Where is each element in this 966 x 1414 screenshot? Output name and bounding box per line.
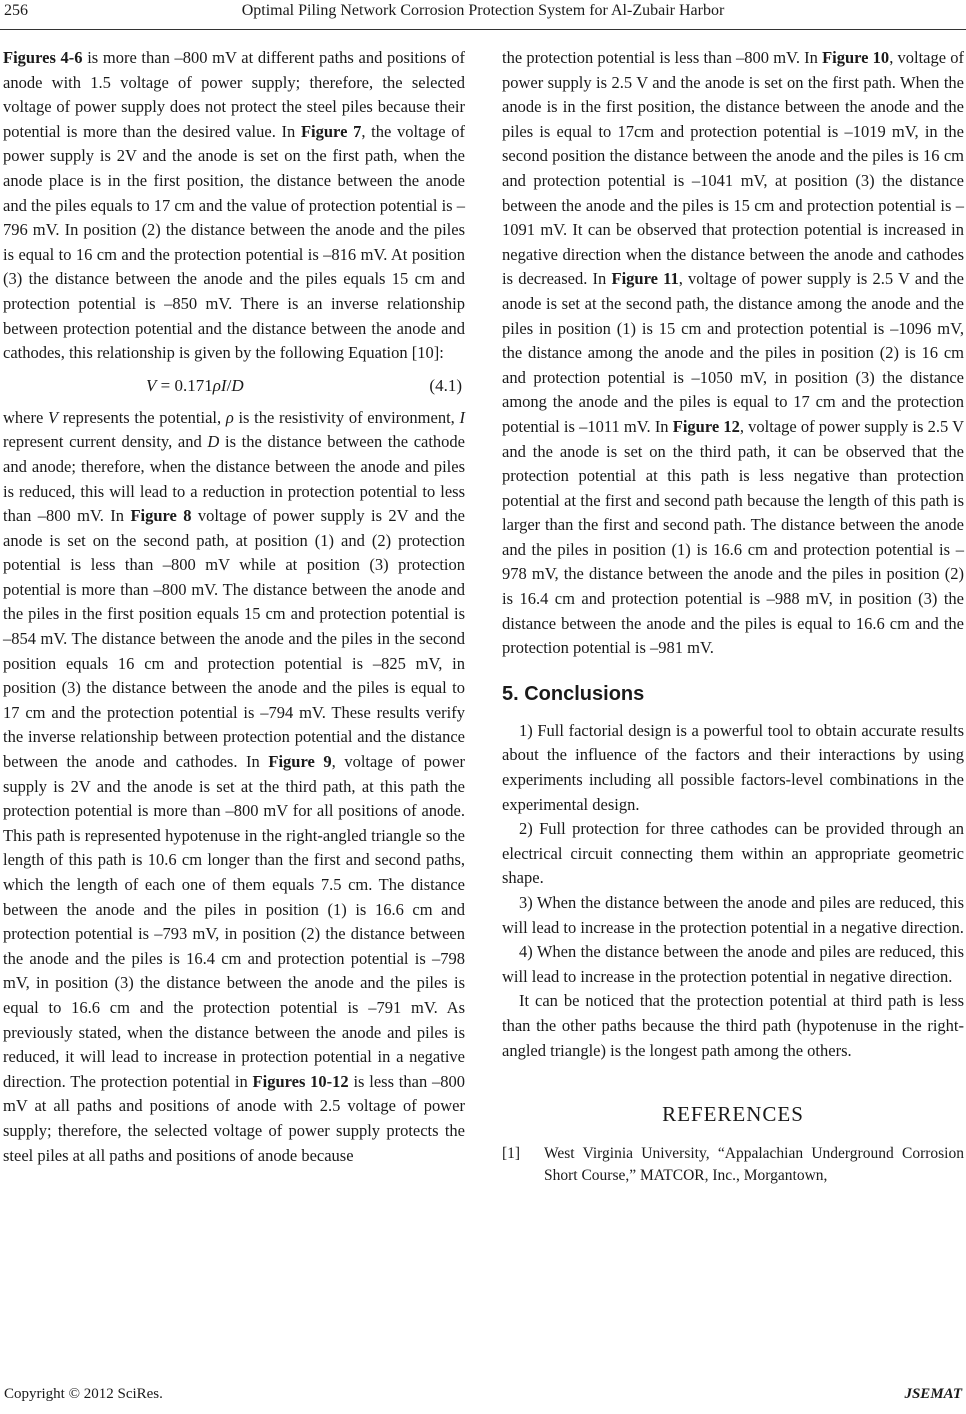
paragraph-text: , the voltage of power supply is 2V and the anode is set on the first path, when the anode place is in the first position, the distance between the anode and the piles equals to 17 cm and the value of protection potential is –796 mV. In position (2) the distance between the anode and the piles is equal to 16 cm and the protection potential is –816 mV. At position (3) the distance between the anode and the piles equals 15 cm and protection potential is –850 mV. There is an inverse relationship between protection potential and the distance between the anode and cathodes, this relationship is given by the following Equation [10]: xyxy=(3,121,465,363)
conclusion-item: 1) Full factorial design is a powerful tool to obtain accurate results about the influence of the factors and their interactions by using experiments including all possible factors-level combinations in the experimental design. xyxy=(502,720,964,814)
conclusion-item: It can be noticed that the protection potential at third path is less than the other paths because the third path (hypotenuse in the right-angled triangle) is the longest path among the others. xyxy=(502,991,964,1060)
figure-reference: Figures 4-6 xyxy=(3,48,83,67)
reference-text: West Virginia University, “Appalachian Underground Corrosion Short Course,” MATCOR, Inc., Morgantown, xyxy=(544,1145,964,1185)
page-number: 256 xyxy=(4,2,28,19)
page-footer xyxy=(0,1386,966,1410)
figure-reference: Figure 11 xyxy=(611,269,679,289)
conclusion-item: 2) Full protection for three cathodes can be provided through an electrical circuit connecting them within an appropriate geometric shape. xyxy=(502,819,964,888)
equation-number: (4.1) xyxy=(429,375,462,395)
reference-label: [1] xyxy=(502,1145,521,1163)
left-column xyxy=(3,46,465,1168)
header-rule xyxy=(0,29,966,30)
journal-abbreviation: JSEMAT xyxy=(904,1386,962,1402)
equation-expression: V = 0.171ρI/D xyxy=(146,375,244,395)
figure-reference: Figure 7 xyxy=(300,121,362,141)
equation-4-1 xyxy=(3,370,465,406)
figure-reference: Figure 9 xyxy=(268,752,332,772)
right-column xyxy=(502,46,964,1187)
copyright-notice: Copyright © 2012 SciRes. xyxy=(4,1386,163,1402)
body-paragraph: the protection potential is less than –800 mV. In Figure 10, voltage of power supply is 2.5 V and the anode is set on the first path. When the anode is in the first position, the distance between the anode and the piles is equal to 17cm and protection potential is –1019 mV, in the second position the distance between the anode and the piles is 16 cm and protection potential is –1041 mV, at position (3) the distance between the anode and the piles is 15 cm and protection potential is –1091 mV. It can be observed that protection potential is increased in negative direction when the distance between the anode and cathodes is decreased. In Figure 11, voltage of power supply is 2.5 V and the anode is set at the second path, the distance among the anode and the piles in position (1) is 15 cm and protection potential is –1096 mV, the distance among the anode and the piles in position (2) is 16 cm and protection potential is –1050 mV, in position (3) the distance among the anode and the piles is equal to 17 cm and the protection potential is –1011 mV. In Figure 12, voltage of power supply is 2.5 V and the anode is set on the third path, it can be observed that the protection potential at this path is less negative than protection potential at the first and second path because the length of this path is larger than the first and second path. The distance between the anode and the piles in position (1) is 16.6 cm and protection potential is –978 mV, the distance between the anode and the piles in position (2) is 16.4 cm and protection potential is –988 mV, in position (3) the distance between the anode and the piles is equal to 16.6 cm and the protection potential is –981 mV. xyxy=(502,48,964,658)
body-paragraph xyxy=(3,46,465,366)
conclusion-item: 3) When the distance between the anode and piles are reduced, this will lead to increase in the protection potential in a negative direction. xyxy=(502,893,964,937)
figure-reference: Figures 10-12 xyxy=(252,1071,349,1091)
running-title: Optimal Piling Network Corrosion Protection System for Al-Zubair Harbor xyxy=(241,2,725,19)
body-paragraph: where V represents the potential, ρ is the resistivity of environment, I represent current density, and D is the distance between the cathode and anode; therefore, when the distance between the anode and piles is reduced, this will lead to a reduction in protection potential to less than –800 mV. In Figure 8 voltage of power supply is 2V and the anode is set on the second path, at position (1) and (2) protection potential is less than –800 mV while at position (3) protection potential is more than –800 mV. The distance between the anode and the piles in the first position equals 15 cm and protection potential is –854 mV. The distance between the anode and the piles in the second position equals 16 cm and protection potential is –825 mV, in position (3) the distance between the anode and the piles is equal to 17 cm and the protection potential is –794 mV. These results verify the inverse relationship between protection potential and the distance between the anode and cathodes. In Figure 9, voltage of power supply is 2V and the anode is set at the third path, at this path the protection potential is more than –800 mV for all positions of anode. This path is represented hypotenuse in the right-angled triangle so the length of this path is 10.6 cm longer than the first and second paths, which the length of each one of them equals 7.5 cm. The distance between the anode and the piles in position (1) is 16.6 cm and protection potential is –793 mV, in position (2) the distance between the anode and the piles is 16.4 cm and protection potential is –798 mV, in position (3) the distance between the anode and the piles is equal to 16.6 cm and the protection potential is –791 mV. As previously stated, when the distance between the anode and piles is reduced, it will lead to increase in protection potential in a negative direction. The protection potential in Figures 10-12 is less than –800 mV at all paths and positions of anode with 2.5 voltage of power supply; therefore, the selected voltage of power supply protects the steel piles at all paths and positions of anode because xyxy=(3,407,466,1165)
paragraph-text: is more than –800 mV at different paths and positions of anode with 1.5 voltage of power supply; therefore, the selected voltage of power supply does not protect the steel piles because their potential is more than the desired value. In xyxy=(3,48,466,141)
page-header xyxy=(0,0,966,34)
conclusion-item: 4) When the distance between the anode and piles are reduced, this will lead to increase in the protection potential in negative direction. xyxy=(502,942,964,986)
reference-item xyxy=(502,1143,964,1187)
figure-reference: Figure 10 xyxy=(822,48,890,67)
figure-reference: Figure 12 xyxy=(672,416,740,436)
figure-reference: Figure 8 xyxy=(130,506,192,526)
section-heading-conclusions: 5. Conclusions xyxy=(502,682,645,705)
references-heading: REFERENCES xyxy=(662,1102,804,1127)
